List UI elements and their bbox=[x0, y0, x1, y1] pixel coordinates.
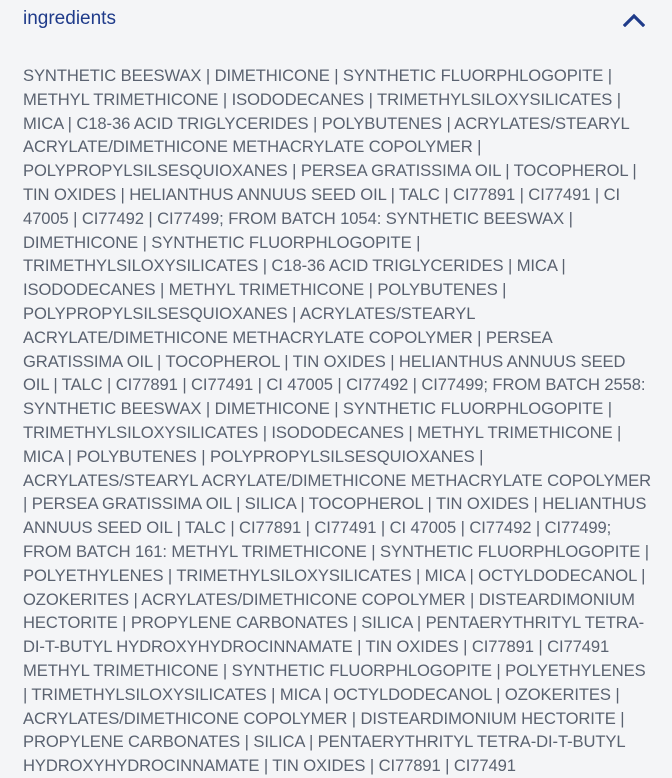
chevron-up-icon[interactable] bbox=[622, 8, 646, 32]
ingredients-list-text: SYNTHETIC BEESWAX | DIMETHICONE | SYNTHETIC FLUORPHLOGOPITE | METHYL TRIMETHICONE | ISODODECANES | TRIMETHYLSILOXYSILICATES | MICA | C18-36 ACID TRIGLYCERIDES | POLYBUTENES | ACRYLATES/STEARYL ACRYLATE/DIMETHICONE METHACRYLATE COPOLYMER | POLYPROPYLSILSESQUIOXANES | PERSEA GRATISSIMA OIL | TOCOPHEROL | TIN OXIDES | HELIANTHUS ANNUUS SEED OIL | TALC | CI77891 | CI77491 | CI 47005 | CI77492 | CI77499; FROM BATCH 1054: SYNTHETIC BEESWAX | DIMETHICONE | SYNTHETIC FLUORPHLOGOPITE | TRIMETHYLSILOXYSILICATES | C18-36 ACID TRIGLYCERIDES | MICA | ISODODECANES | METHYL TRIMETHICONE | POLYBUTENES | POLYPROPYLSILSESQUIOXANES | ACRYLATES/STEARYL ACRYLATE/DIMETHICONE METHACRYLATE COPOLYMER | PERSEA GRATISSIMA OIL | TOCOPHEROL | TIN OXIDES | HELIANTHUS ANNUUS SEED OIL | TALC | CI77891 | CI77491 | CI 47005 | CI77492 | CI77499; FROM BATCH 2558: SYNTHETIC BEESWAX | DIMETHICONE | SYNTHETIC FLUORPHLOGOPITE | TRIMETHYLSILOXYSILICATES | ISODODECANES | METHYL TRIMETHICONE | MICA | POLYBUTENES | POLYPROPYLSILSESQUIOXANES | ACRYLATES/STEARYL ACRYLATE/DIMETHICONE METHACRYLATE COPOLYMER | PERSEA GRATISSIMA OIL | SILICA | TOCOPHEROL | TIN OXIDES | HELIANTHUS ANNUUS SEED OIL | TALC | CI77891 | CI77491 | CI 47005 | CI77492 | CI77499; FROM BATCH 161: METHYL TRIMETHICONE | SYNTHETIC FLUORPHLOGOPITE | POLYETHYLENES | TRIMETHYLSILOXYSILICATES | MICA | OCTYLDODECANOL | OZOKERITES | ACRYLATES/DIMETHICONE COPOLYMER | DISTEARDIMONIUM HECTORITE | PROPYLENE CARBONATES | SILICA | PENTAERYTHRITYL TETRA-DI-T-BUTYL HYDROXYHYDROCINNAMATE | TIN OXIDES | CI77891 | CI77491 METHYL TRIMETHICONE | SYNTHETIC FLUORPHLOGOPITE | POLYETHYLENES | TRIMETHYLSILOXYSILICATES | MICA | OCTYLDODECANOL | OZOKERITES | ACRYLATES/DIMETHICONE COPOLYMER | DISTEARDIMONIUM HECTORITE | PROPYLENE CARBONATES | SILICA | PENTAERYTHRITYL TETRA-DI-T-BUTYL HYDROXYHYDROCINNAMATE | TIN OXIDES | CI77891 | CI77491 bbox=[23, 66, 651, 776]
ingredients-accordion-header[interactable] bbox=[23, 0, 652, 40]
ingredients-title: ingredients bbox=[23, 8, 116, 29]
